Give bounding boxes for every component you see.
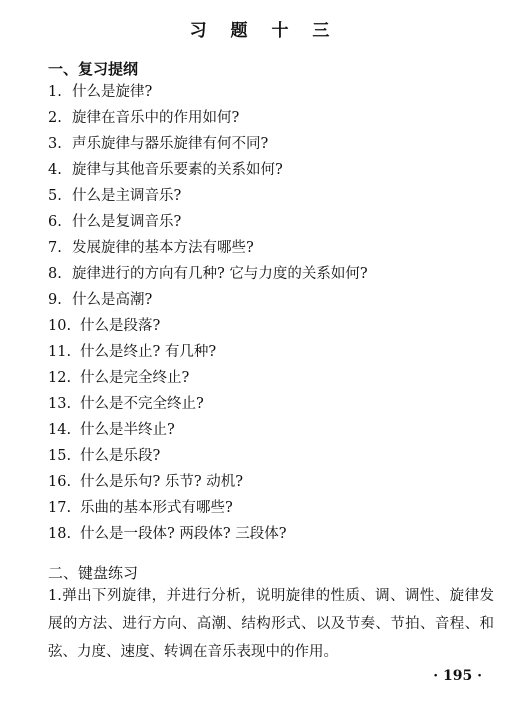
question-item: [48, 316, 160, 336]
question-text: 什么是半终止?: [80, 422, 175, 438]
question-item: [48, 342, 216, 362]
question-item: [48, 212, 181, 232]
question-text: 什么是乐段?: [80, 448, 161, 464]
question-text: 什么是高潮?: [72, 292, 153, 308]
question-number: 5.: [48, 188, 62, 204]
question-item: [48, 160, 283, 180]
question-item: [48, 264, 368, 284]
question-item: [48, 134, 268, 154]
question-number: 14.: [48, 422, 72, 438]
question-text: 什么是复调音乐?: [72, 214, 182, 230]
question-item: [48, 186, 181, 206]
question-text: 旋律在音乐中的作用如何?: [72, 110, 240, 126]
question-number: 13.: [48, 396, 72, 412]
question-number: 1.: [48, 84, 62, 100]
question-number: 16.: [48, 474, 72, 490]
question-number: 4.: [48, 162, 62, 178]
question-text: 乐曲的基本形式有哪些?: [80, 500, 233, 516]
question-number: 17.: [48, 500, 72, 516]
question-text: 旋律与其他音乐要素的关系如何?: [72, 162, 283, 178]
question-text: 发展旋律的基本方法有哪些?: [72, 240, 254, 256]
section-heading-keyboard: 二、键盘练习: [48, 564, 139, 582]
page-title: 习 题 十 三: [189, 21, 339, 41]
question-number: 18.: [48, 526, 72, 542]
page-number: · 195 ·: [433, 668, 482, 684]
question-item: [48, 446, 160, 466]
question-text: 旋律进行的方向有几种? 它与力度的关系如何?: [72, 266, 368, 282]
question-item: [48, 108, 239, 128]
question-number: 2.: [48, 110, 62, 126]
exercise-paragraph: 1.弹出下列旋律，并进行分析，说明旋律的性质、调、调性、旋律发展的方法、进行方向、高潮、结构形式、以及节奏、节拍、音程、和弦、力度、速度、转调在音乐表现中的作用。: [48, 588, 494, 660]
question-number: 3.: [48, 136, 62, 152]
question-text: 什么是一段体? 两段体? 三段体?: [80, 526, 287, 542]
question-text: 声乐旋律与器乐旋律有何不同?: [72, 136, 269, 152]
question-text: 什么是段落?: [80, 318, 161, 334]
question-item: [48, 238, 254, 258]
question-number: 6.: [48, 214, 62, 230]
question-number: 7.: [48, 240, 62, 256]
question-number: 15.: [48, 448, 72, 464]
question-item: [48, 524, 287, 544]
question-number: 11.: [48, 344, 72, 360]
question-number: 9.: [48, 292, 62, 308]
question-item: [48, 498, 233, 518]
question-number: 10.: [48, 318, 72, 334]
question-item: [48, 394, 204, 414]
question-text: 什么是旋律?: [72, 84, 153, 100]
question-number: 8.: [48, 266, 62, 282]
question-item: [48, 82, 152, 102]
question-item: [48, 420, 175, 440]
question-text: 什么是终止? 有几种?: [80, 344, 217, 360]
question-text: 什么是主调音乐?: [72, 188, 182, 204]
question-number: 12.: [48, 370, 72, 386]
question-item: [48, 368, 189, 388]
section-heading-review: 一、复习提纲: [48, 60, 139, 78]
question-text: 什么是不完全终止?: [80, 396, 204, 412]
question-item: [48, 472, 243, 492]
question-text: 什么是完全终止?: [80, 370, 190, 386]
question-text: 什么是乐句? 乐节? 动机?: [80, 474, 244, 490]
question-item: [48, 290, 152, 310]
